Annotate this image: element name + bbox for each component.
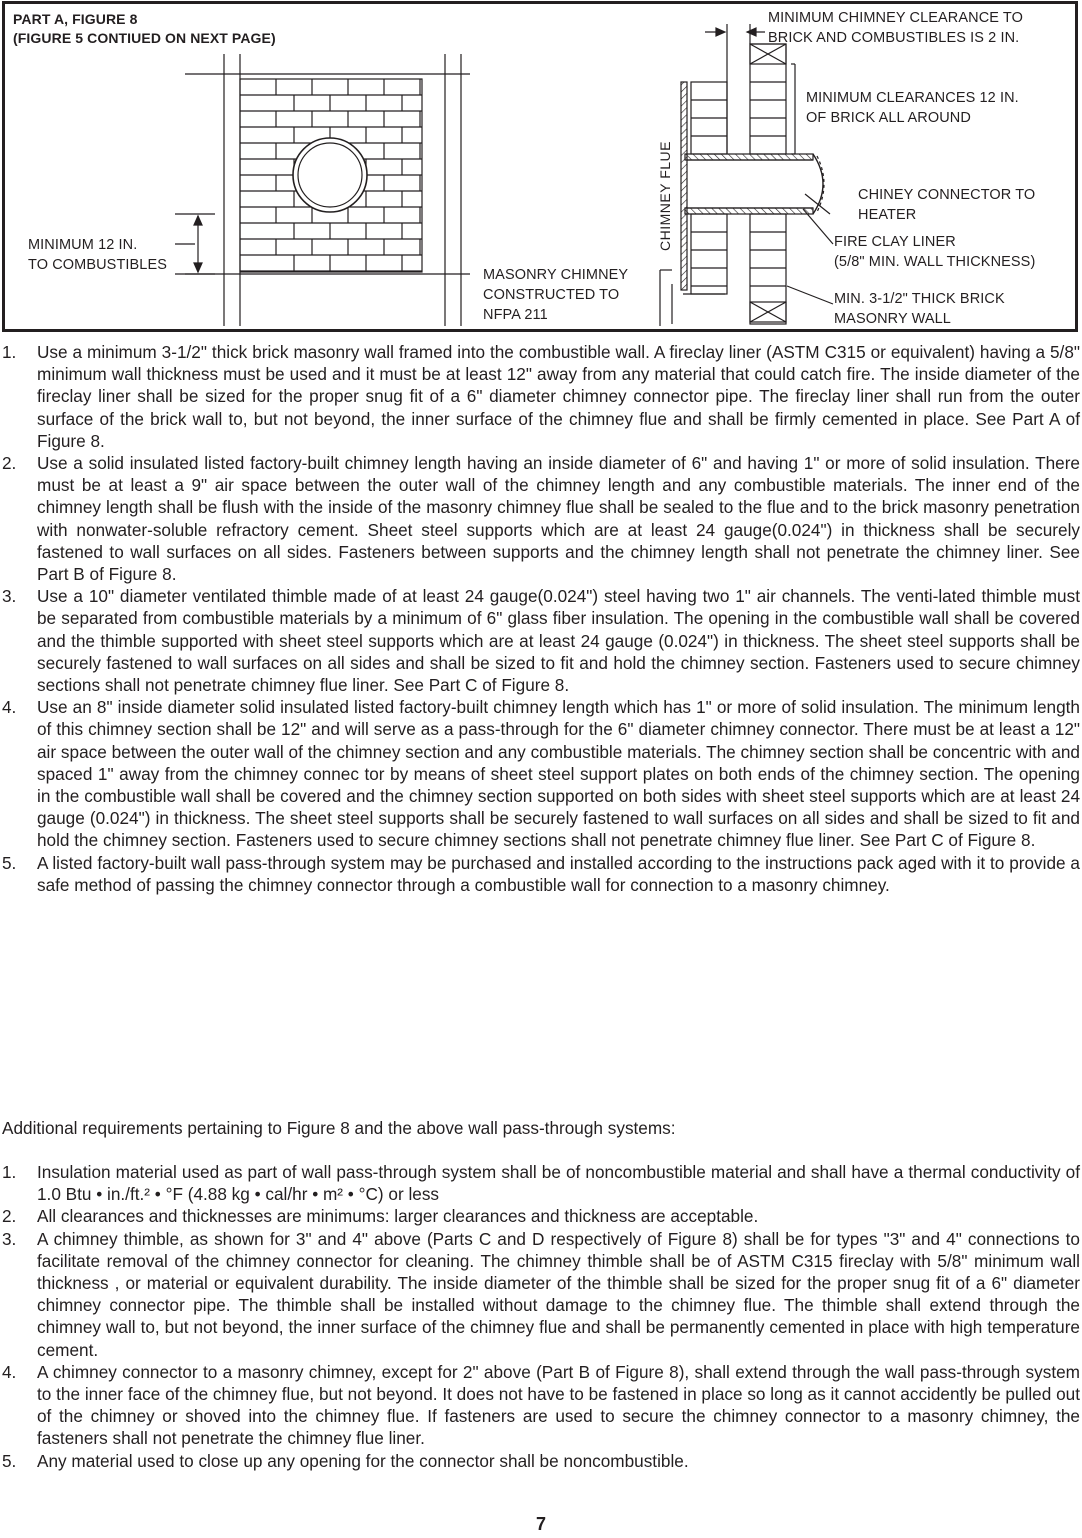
label-line: FIRE CLAY LINER: [834, 234, 956, 250]
label-chimney-flue: CHIMNEY FLUE: [657, 141, 673, 251]
label-fire-clay-liner: [834, 232, 1035, 272]
list-item: [0, 1161, 1082, 1205]
figure-title: [13, 10, 276, 48]
list-text: A listed factory-built wall pass-through system may be purchased and installed according to the instructions pack aged with it to provide a safe method of passing the chimney connector through a combustible wall for connection to a masonry chimney.: [37, 852, 1080, 895]
list-text: Use a 10" diameter ventilated thimble made of at least 24 gauge(0.024") steel having two 1" air channels. The venti-lated thimble must be separated from combustible materials by a minimum of 6" glass fiber insulation. The opening in the combustible wall shall be covered and the thimble supported with sheet steel supports which are at least 24 gauge (0.024") in thickness. The sheet steel supports shall be securely fastened to wall surfaces on all sides and shall be sized to fit and hold the chimney section. Fasteners used to secure chimney sections shall not penetrate chimney flue liner. See Part C of Figure 8.: [37, 586, 1080, 696]
label-chimney-connector: [858, 185, 1035, 225]
label-min-12-to-combustibles: [28, 235, 167, 275]
list-text: A chimney connector to a masonry chimney, except for 2" above (Part B of Figure 8), shall extend through the wall pass-through system to the inner face of the chimney flue, but not beyond. It does not have to be fastened in place so long as it cannot accidently be pulled out of the chimney or shoved into the chimney flue. If fasteners are used to secure the chimney connector to a masonry chimney, the fasteners shall not penetrate the chimney flue liner.: [37, 1361, 1080, 1449]
list-number: 3.: [2, 1228, 17, 1249]
list-number: 4.: [2, 697, 17, 718]
list-item: [0, 1228, 1082, 1361]
list-number: 2.: [2, 1206, 17, 1227]
figure-title-line1: PART A, FIGURE 8: [13, 11, 138, 27]
label-min-clearance-2in: [768, 8, 1023, 48]
figure-8-part-a: [2, 1, 1078, 332]
figure-title-line2: (FIGURE 5 CONTIUED ON NEXT PAGE): [13, 30, 276, 46]
list-item: [0, 852, 1082, 896]
installation-options-list: [0, 341, 1082, 896]
list-text: Use a minimum 3-1/2" thick brick masonry wall framed into the combustible wall. A fireclay liner (ASTM C315 or equivalent) having a 5/8" minimum wall thickness must be used and it must be at least 12" away from any material that could catch fire. The inside diameter of the fireclay liner shall be sized for the proper snug fit of a 6" diameter chimney connector pipe. The fireclay liner shall run from the outer surface of the brick wall to, but not beyond, the inner surface of the chimney flue and shall be firmly cemented in place. See Part A of Figure 8.: [37, 342, 1080, 451]
additional-requirements-list: [0, 1161, 1082, 1472]
list-number: 5.: [2, 852, 17, 873]
label-line: MINIMUM 12 IN.: [28, 237, 138, 253]
label-line: NFPA 211: [483, 307, 548, 323]
label-line: MASONRY WALL: [834, 311, 951, 327]
list-number: 2.: [2, 453, 17, 474]
label-line: TO COMBUSTIBLES: [28, 257, 168, 273]
list-number: 4.: [2, 1361, 17, 1382]
label-line: HEATER: [858, 207, 917, 223]
wall-section-drawing: [175, 54, 470, 326]
list-text: Use a solid insulated listed factory-built chimney length having an inside diameter of 6" and having 1" or more of solid insulation. There must be at least a 9" air space between the outer wall of the chimney length and any combustible materials. The inner end of the chimney length shall be flush with the inside of the masonry chimney flue shall be sealed to the flue and to the brick masonry penetration with nonwater-soluble refractory cement. Sheet steel supports which are at least 24 gauge(0.024") in thickness shall be securely fastened to wall surfaces on all sides. Fasteners between supports and the chimney length shall not penetrate the chimney liner. See Part B of Figure 8.: [37, 453, 1080, 585]
list-number: 1.: [2, 1162, 17, 1182]
list-number: 3.: [2, 586, 17, 607]
list-item: [0, 341, 1082, 452]
label-line: OF BRICK ALL AROUND: [806, 110, 971, 126]
list-item: [0, 585, 1082, 696]
list-text: Any material used to close up any opening for the connector shall be noncombustible.: [37, 1450, 689, 1471]
chimney-section-drawing: [660, 24, 833, 326]
list-text: Use an 8" inside diameter solid insulated listed factory-built chimney length which has 1" or more of solid insulation. The minimum length of this chimney section shall be 12" and will serve as a pass-through for the 6" diameter chimney connector. There must be at least a 12" air space between the outer wall of the chimney section and any combustible materials. The chimney section shall be concentric with and spaced 1" away from the chimney connec tor by means of sheet steel support plates on both ends of the chimney section. The opening in the combustible wall shall be covered and the chimney section supported on both sides with sheet steel supports which are at least 24 gauge (0.024") in thickness. The sheet steel supports shall be securely fastened to wall surfaces on all sides and shall be sized to fit and hold the chimney section. Fasteners used to secure chimney sections shall not penetrate chimney flue liner. See Part C of Figure 8.: [37, 697, 1080, 851]
list-item: [0, 1205, 1082, 1227]
list-text: All clearances and thicknesses are minimums: larger clearances and thickness are acceptable.: [37, 1206, 759, 1227]
list-item: [0, 696, 1082, 851]
list-item: [0, 1450, 1082, 1472]
list-text: Insulation material used as part of wall pass-through system shall be of noncombustible material and shall have a thermal conductivity of 1.0 Btu • in./ft.² • °F (4.88 kg • cal/hr • m² • °C) or less: [37, 1162, 1080, 1205]
label-line: MIN. 3-1/2" THICK BRICK: [834, 291, 1005, 307]
label-min-clearance-12in: [806, 88, 1019, 128]
label-line: MASONRY CHIMNEY: [483, 267, 629, 283]
label-brick-masonry-wall: [834, 289, 1005, 329]
label-line: BRICK AND COMBUSTIBLES IS 2 IN.: [768, 30, 1020, 46]
label-line: (5/8" MIN. WALL THICKNESS): [834, 254, 1036, 270]
page-number: 7: [535, 1514, 546, 1534]
list-item: [0, 452, 1082, 585]
label-masonry-chimney: [483, 265, 628, 325]
list-text: A chimney thimble, as shown for 3" and 4" above (Parts C and D respectively of Figure 8) shall be for types "3" and 4" connections to facilitate removal of the chimney connector for cleaning. The chimney thimble shall be of ASTM C315 fireclay with 5/8" minimum wall thickness , or material or equivalent durability. The inside diameter of the thimble shall be sized for the proper snug fit of a 6" diameter chimney connector pipe. The thimble shall be installed without damage to the chimney flue. The thimble shall extend through the chimney wall to, but not beyond, the inner surface of the chimney flue and shall be permanently cemented in place with high temperature cement.: [37, 1228, 1080, 1360]
label-line: MINIMUM CHIMNEY CLEARANCE TO: [768, 10, 1023, 26]
list-number: 1.: [2, 342, 17, 362]
label-line: CONSTRUCTED TO: [483, 287, 620, 303]
label-line: MINIMUM CLEARANCES 12 IN.: [806, 90, 1019, 106]
additional-requirements-heading: Additional requirements pertaining to Figure 8 and the above wall pass-through systems:: [2, 1118, 676, 1138]
label-line: CHINEY CONNECTOR TO: [858, 187, 1036, 203]
list-item: [0, 1361, 1082, 1450]
list-number: 5.: [2, 1450, 17, 1471]
